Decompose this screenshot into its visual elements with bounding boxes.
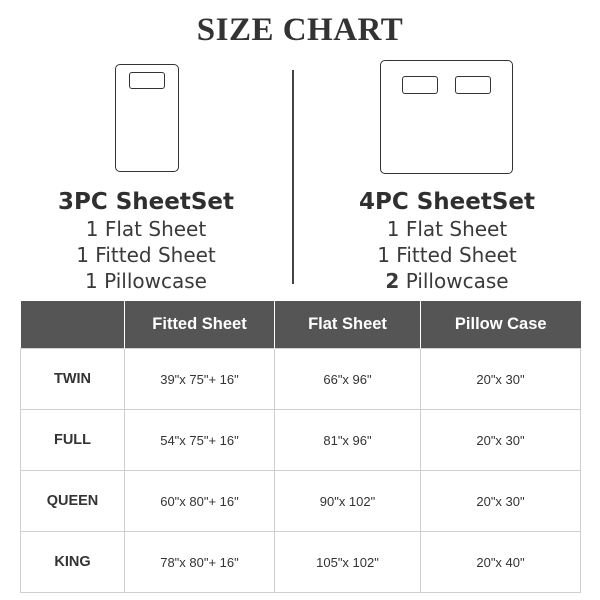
flat-sheet-cell: 81"x 96" (275, 410, 421, 471)
set-item: 1 Flat Sheet (386, 217, 508, 241)
table-row (21, 410, 581, 471)
column-header: Fitted Sheet (125, 301, 275, 349)
size-table (20, 301, 581, 593)
flat-sheet-cell: 66"x 96" (275, 349, 421, 410)
divider (292, 70, 294, 284)
fitted-sheet-cell: 78"x 80"+ 16" (125, 532, 275, 593)
column-header: Flat Sheet (275, 301, 421, 349)
pillow-icon (455, 76, 491, 94)
fitted-sheet-cell: 54"x 75"+ 16" (125, 410, 275, 471)
set-title: 3PC SheetSet (57, 189, 235, 215)
set-4pc (322, 188, 572, 294)
table-row (21, 349, 581, 410)
flat-sheet-cell: 90"x 102" (275, 471, 421, 532)
pillow-icon (129, 72, 165, 89)
fitted-sheet-cell: 60"x 80"+ 16" (125, 471, 275, 532)
pillow-case-cell: 20"x 30" (421, 410, 581, 471)
row-size: KING (21, 532, 125, 593)
table-row (21, 532, 581, 593)
set-title: 4PC SheetSet (358, 189, 536, 215)
set-item: 1 Flat Sheet (85, 217, 207, 241)
row-size: TWIN (21, 349, 125, 410)
pillow-case-cell: 20"x 40" (421, 532, 581, 593)
row-size: FULL (21, 410, 125, 471)
table-header-row (21, 301, 581, 349)
pillow-case-cell: 20"x 30" (421, 471, 581, 532)
pillow-case-cell: 20"x 30" (421, 349, 581, 410)
table-row (21, 471, 581, 532)
set-item: 1 Pillowcase (85, 269, 207, 293)
flat-sheet-cell: 105"x 102" (275, 532, 421, 593)
pillow-count: 2 (385, 269, 400, 293)
column-header: Pillow Case (421, 301, 581, 349)
page-title: SIZE CHART (196, 12, 404, 48)
fitted-sheet-cell: 39"x 75"+ 16" (125, 349, 275, 410)
set-item: 1 Fitted Sheet (76, 243, 216, 267)
set-item: 1 Fitted Sheet (377, 243, 517, 267)
set-item (322, 268, 572, 294)
row-size: QUEEN (21, 471, 125, 532)
double-bed-icon (380, 60, 513, 174)
pillow-icon (402, 76, 438, 94)
set-3pc (21, 188, 271, 294)
column-header (21, 301, 125, 349)
single-bed-icon (115, 64, 179, 172)
pillow-label: Pillowcase (399, 269, 509, 293)
